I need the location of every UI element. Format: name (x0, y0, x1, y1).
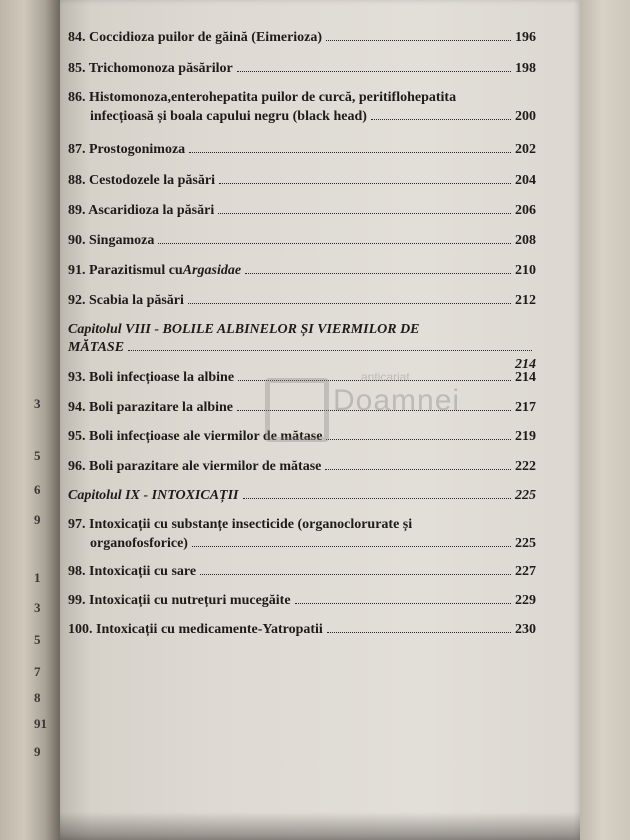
page-number: 208 (515, 233, 536, 248)
page-number: 198 (515, 61, 536, 76)
facing-page-edge (0, 0, 60, 840)
entry-title: 88. Cestodozele la păsări (68, 173, 215, 188)
toc-entry-94 (68, 400, 536, 416)
entry-title: 93. Boli infecțioase la albine (68, 370, 235, 385)
toc-entry-86 (68, 90, 536, 125)
page-number: 229 (515, 593, 536, 608)
page-number: 214 (515, 370, 536, 385)
leader-dots (326, 439, 511, 440)
leader-dots (218, 213, 511, 214)
entry-title: 94. Boli parazitare la albine (68, 400, 234, 415)
entry-title: 92. Scabia la păsări (68, 293, 184, 308)
entry-title: 96. Boli parazitare ale viermilor de mătase (68, 459, 322, 474)
page-number: 225 (515, 536, 536, 551)
toc-entry-90 (68, 233, 536, 249)
toc-entry-99 (68, 593, 536, 609)
page-number: 217 (515, 400, 536, 415)
toc-entry-100 (68, 622, 536, 638)
page-number: 225 (515, 488, 536, 503)
leader-dots (219, 183, 511, 184)
chapter-title: Capitolul VIII - BOLILE ALBINELOR ȘI VIERMILOR DE (68, 322, 420, 337)
toc-entry-88 (68, 173, 536, 189)
page-number: 227 (515, 564, 536, 579)
entry-title: 99. Intoxicații cu nutrețuri mucegăite (68, 593, 291, 608)
leader-dots (192, 546, 511, 547)
leader-dots (371, 119, 511, 120)
watermark-small-text: anticariat (361, 370, 410, 384)
table-of-contents (60, 0, 580, 840)
entry-title: 98. Intoxicații cu sare (68, 564, 197, 579)
entry-title-cont: infecțioasă și boala capului negru (black head) (90, 109, 367, 124)
margin-number: 5 (34, 448, 41, 463)
watermark-big-text: Doamnei (333, 384, 461, 417)
toc-entry-85 (68, 61, 536, 77)
margin-number: 7 (34, 664, 41, 679)
leader-dots (326, 40, 511, 41)
page-number: 212 (515, 293, 536, 308)
entry-title: 90. Singamoza (68, 233, 155, 248)
entry-title: 85. Trichomonoza păsărilor (68, 61, 233, 76)
entry-title: 100. Intoxicații cu medicamente-Yatropatii (68, 622, 323, 637)
entry-title: 91. Parazitismul cu (68, 263, 183, 278)
chapter-title: Capitolul IX - INTOXICAȚII (68, 488, 239, 503)
toc-entry-93 (68, 370, 536, 386)
toc-entry-89 (68, 203, 536, 219)
entry-title-cont: organofosforice) (90, 536, 188, 551)
page-number: 202 (515, 142, 536, 157)
toc-entry-87 (68, 142, 536, 158)
entry-title: 84. Coccidioza puilor de găină (Eimerioza) (68, 30, 323, 45)
page-number: 219 (515, 429, 536, 444)
bottom-shadow (60, 812, 580, 840)
entry-title: 95. Boli infecțioase ale viermilor de mătase (68, 429, 323, 444)
toc-entry-92 (68, 293, 536, 309)
margin-number: 8 (34, 690, 41, 705)
leader-dots (238, 380, 511, 381)
page-number: 204 (515, 173, 536, 188)
leader-dots (295, 603, 511, 604)
leader-dots (325, 469, 511, 470)
toc-chapter-8 (68, 322, 536, 373)
toc-entry-97 (68, 517, 536, 552)
toc-entry-95 (68, 429, 536, 445)
margin-number: 3 (34, 396, 41, 411)
entry-title: 86. Histomonoza,enterohepatita puilor de curcă, peritiflohepatita (68, 90, 457, 105)
margin-number: 6 (34, 482, 41, 497)
toc-entry-91 (68, 263, 536, 279)
entry-title-italic: Argasidae (182, 263, 242, 278)
entry-title: 97. Intoxicații cu substanțe insecticide (organoclorurate și (68, 517, 413, 532)
book-page (60, 0, 580, 840)
toc-entry-98 (68, 564, 536, 580)
margin-number: 5 (34, 632, 41, 647)
page-number: 206 (515, 203, 536, 218)
leader-dots (327, 632, 511, 633)
leader-dots (237, 71, 511, 72)
leader-dots (188, 303, 511, 304)
margin-number: 3 (34, 600, 41, 615)
leader-dots (200, 574, 511, 575)
margin-number: 9 (34, 512, 41, 527)
leader-dots (189, 152, 511, 153)
leader-dots (243, 498, 511, 499)
toc-entry-96 (68, 459, 536, 475)
page-number: 196 (515, 30, 536, 45)
margin-number: 9 (34, 744, 41, 759)
entry-title: 89. Ascaridioza la păsări (68, 203, 215, 218)
page-number: 200 (515, 109, 536, 124)
leader-dots (158, 243, 511, 244)
page-stack-edge (580, 0, 630, 840)
toc-chapter-9 (68, 488, 536, 504)
entry-title: 87. Prostogonimoza (68, 142, 186, 157)
toc-entry-84 (68, 30, 536, 46)
margin-number: 1 (34, 570, 41, 585)
margin-number: 91 (34, 716, 47, 731)
page-number: 214 (515, 357, 536, 372)
chapter-title-cont: MĂTASE (68, 340, 125, 355)
leader-dots (237, 410, 511, 411)
leader-dots (128, 350, 532, 351)
page-number: 210 (515, 263, 536, 278)
page-number: 230 (515, 622, 536, 637)
leader-dots (245, 273, 511, 274)
page-number: 222 (515, 459, 536, 474)
